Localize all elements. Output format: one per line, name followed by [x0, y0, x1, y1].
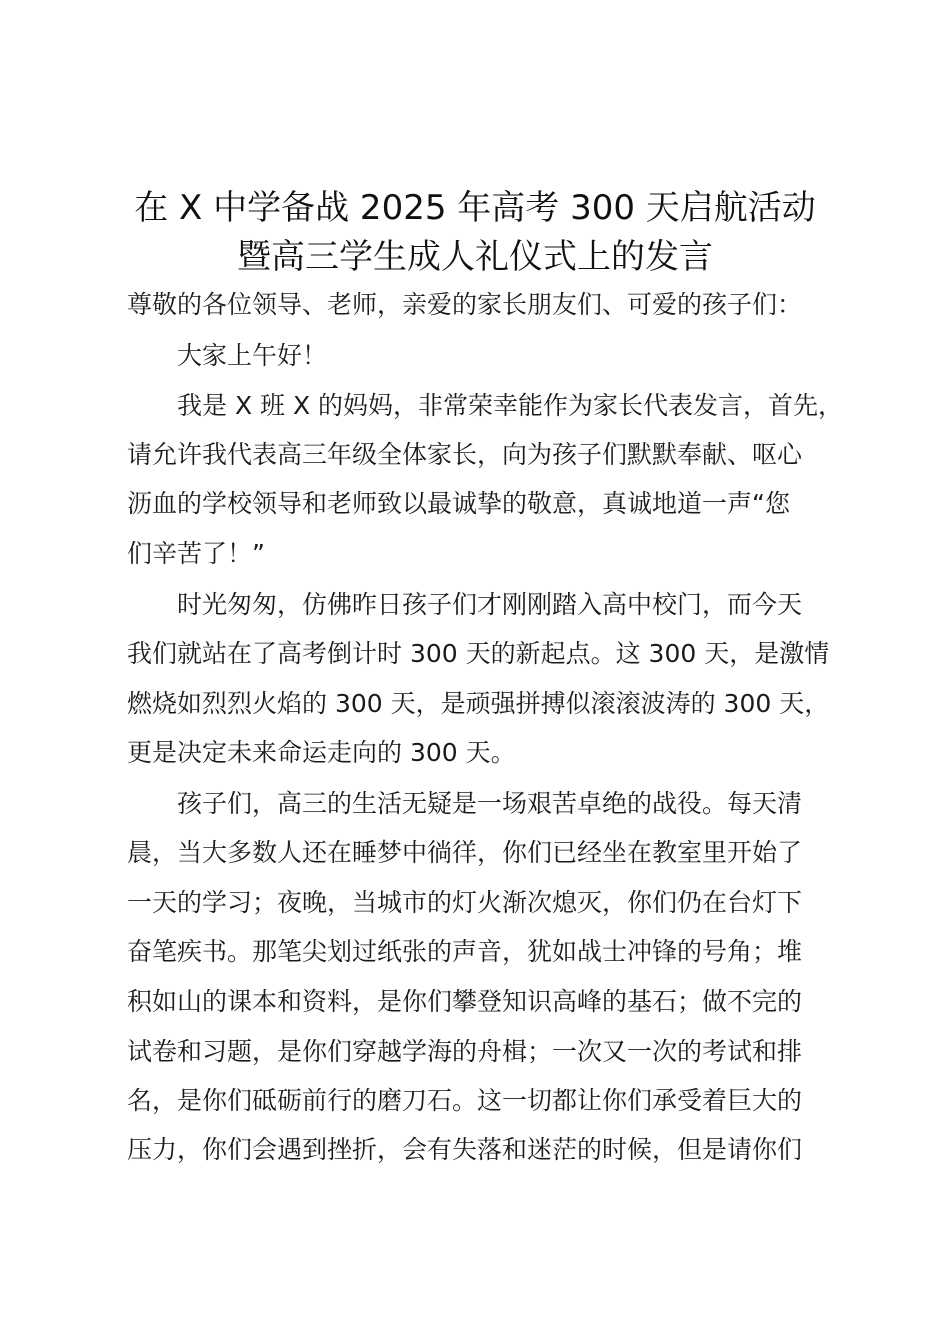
body-line: 孩子们，高三的生活无疑是一场艰苦卓绝的战役。每天清	[127, 789, 803, 818]
body-line: 奋笔疾书。那笔尖划过纸张的声音，犹如战士冲锋的号角；堆	[127, 937, 803, 966]
body-line: 试卷和习题，是你们穿越学海的舟楫；一次又一次的考试和排	[127, 1037, 803, 1066]
salutation-line: 尊敬的各位领导、老师，亲爱的家长朋友们、可爱的孩子们：	[127, 290, 803, 319]
body-line: 更是决定未来命运走向的 300 天。	[127, 738, 516, 767]
body-line: 积如山的课本和资料，是你们攀登知识高峰的基石；做不完的	[127, 987, 803, 1016]
body-line: 我是 X 班 X 的妈妈，非常荣幸能作为家长代表发言，首先，	[127, 391, 844, 420]
body-line: 晨，当大多数人还在睡梦中徜徉，你们已经坐在教室里开始了	[127, 838, 803, 867]
body-line: 燃烧如烈烈火焰的 300 天，是顽强拼搏似滚滚波涛的 300 天，	[127, 689, 830, 718]
body-line: 名，是你们砥砺前行的磨刀石。这一切都让你们承受着巨大的	[127, 1086, 803, 1115]
body-line: 压力，你们会遇到挫折，会有失落和迷茫的时候，但是请你们	[127, 1135, 803, 1164]
title-line-2: 暨高三学生成人礼仪式上的发言	[237, 237, 713, 277]
body-line: 们辛苦了！”	[127, 539, 265, 568]
title-line-1: 在 X 中学备战 2025 年高考 300 天启航活动	[134, 188, 816, 228]
body-line: 时光匆匆，仿佛昨日孩子们才刚刚踏入高中校门，而今天	[127, 590, 803, 619]
greeting-line: 大家上午好！	[127, 341, 328, 370]
body-line: 我们就站在了高考倒计时 300 天的新起点。这 300 天，是激情	[127, 639, 830, 668]
body-line: 一天的学习；夜晚，当城市的灯火渐次熄灭，你们仍在台灯下	[127, 888, 803, 917]
body-line: 请允许我代表高三年级全体家长，向为孩子们默默奉献、呕心	[127, 440, 803, 469]
body-line: 沥血的学校领导和老师致以最诚挚的敬意，真诚地道一声“您	[127, 489, 790, 518]
